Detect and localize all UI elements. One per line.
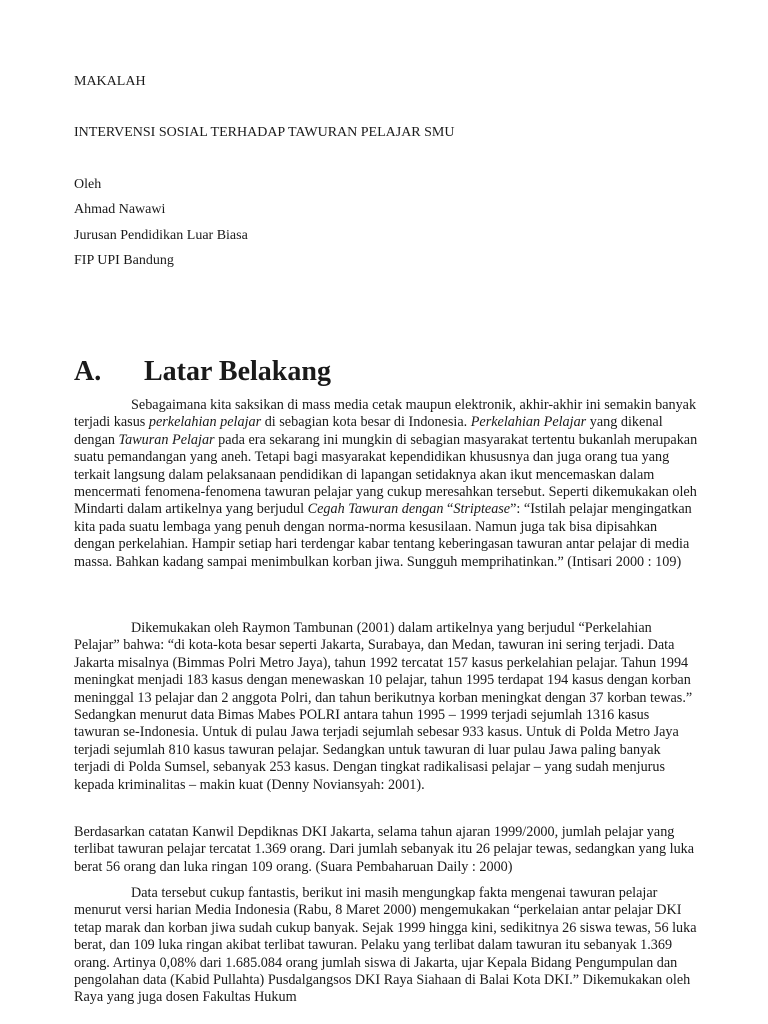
section-body-2 (74, 620, 698, 794)
p1-text: yang dikenal dengan (74, 414, 663, 448)
section-body-4 (74, 885, 698, 1007)
author-name: Ahmad Nawawi (74, 202, 166, 217)
p1-text: pada era sekarang ini mungkin di sebagian masyarakat tertentu bukanlah merupakan suatu pemandangan yang aneh. Tetapi bagi masyarakat kependidikan khususnya dan juga orang tua yang terkait langsung dalam pelaksanaan pendidikan di lapangan setidaknya akan ikut mencemaskan dalam mencermati fenomena-fenomena tawuran pelajar yang cukup meresahkan tersebut. Seperti dikemukakan oleh Mindarti dalam artikelnya yang berjudul (74, 431, 698, 518)
section-heading (74, 356, 331, 388)
section-body (74, 397, 698, 571)
author-department: Jurusan Pendidikan Luar Biasa (74, 228, 248, 243)
p1-italic-term: Tawuran Pelajar (118, 431, 215, 448)
paragraph-4: Data tersebut cukup fantastis, berikut ini masih mengungkap fakta mengenai tawuran pelajar menurut versi harian Media Indonesia (Rabu, 8 Maret 2000) mengemukakan “perkelaian antar pelajar DKI tetap marak dan korban jiwa sudah cukup banyak. Sejak 1999 hingga kini, sedikitnya 26 siswa tewas, 56 luka berat, dan 109 luka ringan akibat terlibat tawuran. Pelaku yang terlibat dalam tawuran itu sebanyak 1.369 orang. Artinya 0,08% dari 1.685.084 orang jumlah siswa di Jakarta, ujar Kepala Bidang Pengumpulan dan pengolahan data (Kabid Pullahta) Pusdalgangsos DKI Raya Siahaan di Balai Kota DKI.” Dikemukakan oleh Raya yang juga dosen Fakultas Hukum (74, 885, 697, 1006)
p1-italic-term: Striptease (453, 501, 511, 518)
p1-italic-term: perkelahian pelajar (148, 414, 262, 431)
doc-type-label: MAKALAH (74, 74, 146, 89)
p1-text: Sebagaimana kita saksikan di mass media cetak maupun elektronik, akhir-akhir ini semakin banyak terjadi kasus (74, 397, 697, 431)
p1-text: ”: “Istilah pelajar mengingatkan kita pada suatu lembaga yang penuh dengan norma-norma kesusilaan. Namun juga tak bisa dipisahkan dengan perkelahian. Hampir setiap hari terdengar kabar tentang keberingasan tawuran antar pelajar di media massa. Bahkan kadang sampai menimbulkan korban jiwa. Sungguh memprihatinkan.” (Intisari 2000 : 109) (74, 501, 692, 570)
section-number: A. (74, 356, 102, 387)
by-label: Oleh (74, 177, 102, 192)
paragraph-3: Berdasarkan catatan Kanwil Depdiknas DKI Jakarta, selama tahun ajaran 1999/2000, jumlah pelajar yang terlibat tawuran pelajar tercatat 1.369 orang. Dari jumlah sebanyak itu 26 pelajar tewas, sedangkan yang luka berat 56 orang dan luka ringan 109 orang. (Suara Pembaharuan Daily : 2000) (74, 824, 695, 875)
p1-italic-term: Cegah Tawuran dengan (307, 501, 444, 518)
section-body-3 (74, 824, 698, 876)
paragraph-1 (74, 397, 698, 571)
p1-text: “ (443, 501, 454, 518)
paper-title: INTERVENSI SOSIAL TERHADAP TAWURAN PELAJAR SMU (74, 125, 455, 140)
p1-text: di sebagian kota besar di Indonesia. (261, 414, 471, 431)
paragraph-2: Dikemukakan oleh Raymon Tambunan (2001) dalam artikelnya yang berjudul “Perkelahian Pelajar” bahwa: “di kota-kota besar seperti Jakarta, Surabaya, dan Medan, tawuran ini sering terjadi. Data Jakarta misalnya (Bimmas Polri Metro Jaya), tahun 1992 tercatat 157 kasus perkelahian pelajar. Tahun 1994 meningkat menjadi 183 kasus dengan menewaskan 10 pelajar, tahun 1995 terdapat 194 kasus dengan korban meninggal 13 pelajar dan 2 anggota Polri, dan tahun berikutnya korban meningkat dengan 37 korban tewas.” Sedangkan menurut data Bimas Mabes POLRI antara tahun 1995 – 1999 terjadi sejumlah 1316 kasus tawuran se-Indonesia. Untuk di pulau Jawa terjadi sejumlah sebesar 933 kasus. Untuk di Polda Metro Jaya terjadi sejumlah 810 kasus tawuran pelajar. Sedangkan untuk tawuran di luar pulau Jawa paling banyak terjadi di Polda Sumsel, sebanyak 253 kasus. Dengan tingkat radikalisasi pelajar – yang sudah menjurus kepada kriminalitas – makin kuat (Denny Noviansyah: 2001). (74, 620, 693, 793)
section-title: Latar Belakang (144, 356, 331, 387)
author-institution: FIP UPI Bandung (74, 253, 174, 268)
p1-italic-term: Perkelahian Pelajar (470, 414, 587, 431)
